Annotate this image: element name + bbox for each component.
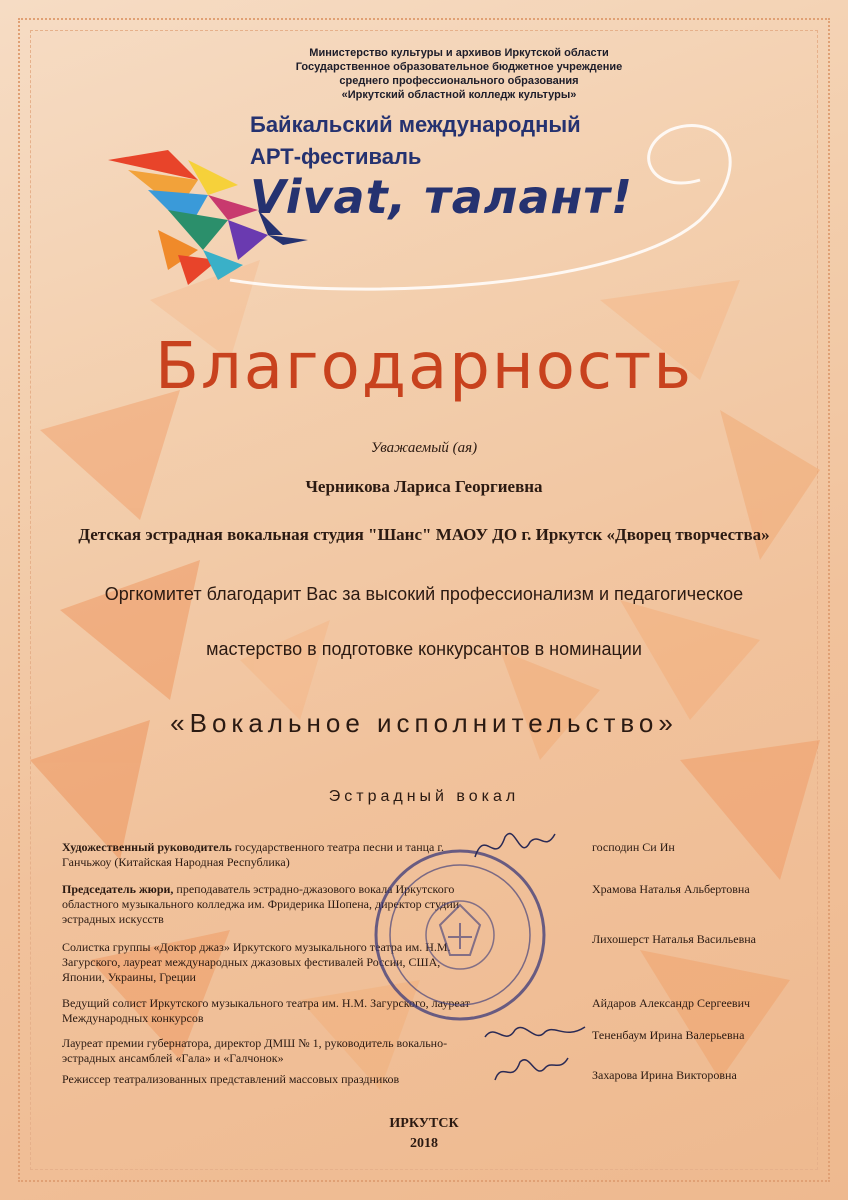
jury-details: государственного театра песни и танца г. Ганчьжоу (Китайская Народная Республика) xyxy=(62,840,444,869)
document-title: Благодарность xyxy=(154,330,694,404)
jury-role: Художественный руководитель xyxy=(62,840,232,854)
gratitude-text-line-1: Оргкомитет благодарит Вас за высокий профессионализм и педагогическое xyxy=(104,584,744,604)
jury-member-name: господин Си Ин xyxy=(592,840,675,854)
festival-line-1: Байкальский международный xyxy=(250,112,581,137)
jury-details: Солистка группы «Доктор джаз» Иркутского музыкального театра им. Н.М. Загурского, лауреат международных джазовых фестивалей России, США, Японии, Украины, Греции xyxy=(62,940,451,984)
issuer-line-3: среднего профессионального образования xyxy=(339,75,579,87)
city: ИРКУТСК xyxy=(389,1116,459,1131)
jury-member-name: Храмова Наталья Альбертовна xyxy=(592,882,750,896)
signature-3 xyxy=(490,1050,570,1090)
jury-details: преподаватель эстрадно-джазового вокала Иркутского областного музыкального колледжа им. Фридерика Шопена, директор студии эстрадных искусств xyxy=(62,882,460,926)
festival-line-2: АРТ-фестиваль xyxy=(250,144,422,169)
jury-details: Ведущий солист Иркутского музыкального театра им. Н.М. Загурского, лауреат Международных конкурсов xyxy=(62,996,471,1025)
jury-details: Режиссер театрализованных представлений массовых праздников xyxy=(62,1072,400,1086)
year: 2018 xyxy=(410,1136,438,1151)
recipient-organization: Детская эстрадная вокальная студия "Шанс" МАОУ ДО г. Иркутск «Дворец творчества» xyxy=(78,525,770,544)
signature-2 xyxy=(480,1012,590,1052)
issuer-line-1: Министерство культуры и архивов Иркутской области xyxy=(309,47,609,59)
jury-role: Председатель жюри, xyxy=(62,882,174,896)
issuer-line-4: «Иркутский областной колледж культуры» xyxy=(341,89,577,101)
jury-member-name: Тененбаум Ирина Валерьевна xyxy=(592,1028,745,1042)
festival-name: Vivat, талант! xyxy=(250,170,633,224)
recipient-name: Черникова Лариса Георгиевна xyxy=(305,477,543,496)
jury-member-name: Захарова Ирина Викторовна xyxy=(592,1068,737,1082)
category-title: Эстрадный вокал xyxy=(328,788,520,805)
jury-member-name: Айдаров Александр Сергеевич xyxy=(592,996,751,1010)
jury-details: Лауреат премии губернатора, директор ДМШ № 1, руководитель вокально-эстрадных ансамблей «Гала» и «Галчонок» xyxy=(62,1036,448,1065)
nomination-title: «Вокальное исполнительство» xyxy=(170,708,678,738)
signature-1 xyxy=(470,822,560,872)
jury-description xyxy=(62,1072,482,1087)
issuer-header xyxy=(0,46,848,102)
salutation: Уважаемый (ая) xyxy=(370,440,478,456)
issuer-line-2: Государственное образовательное бюджетное учреждение xyxy=(295,61,623,73)
jury-description xyxy=(62,1036,482,1066)
jury-member-name: Лихошерст Наталья Васильевна xyxy=(592,932,757,946)
gratitude-text-line-2: мастерство в подготовке конкурсантов в номинации xyxy=(206,639,642,659)
official-seal-stamp xyxy=(370,845,550,1025)
